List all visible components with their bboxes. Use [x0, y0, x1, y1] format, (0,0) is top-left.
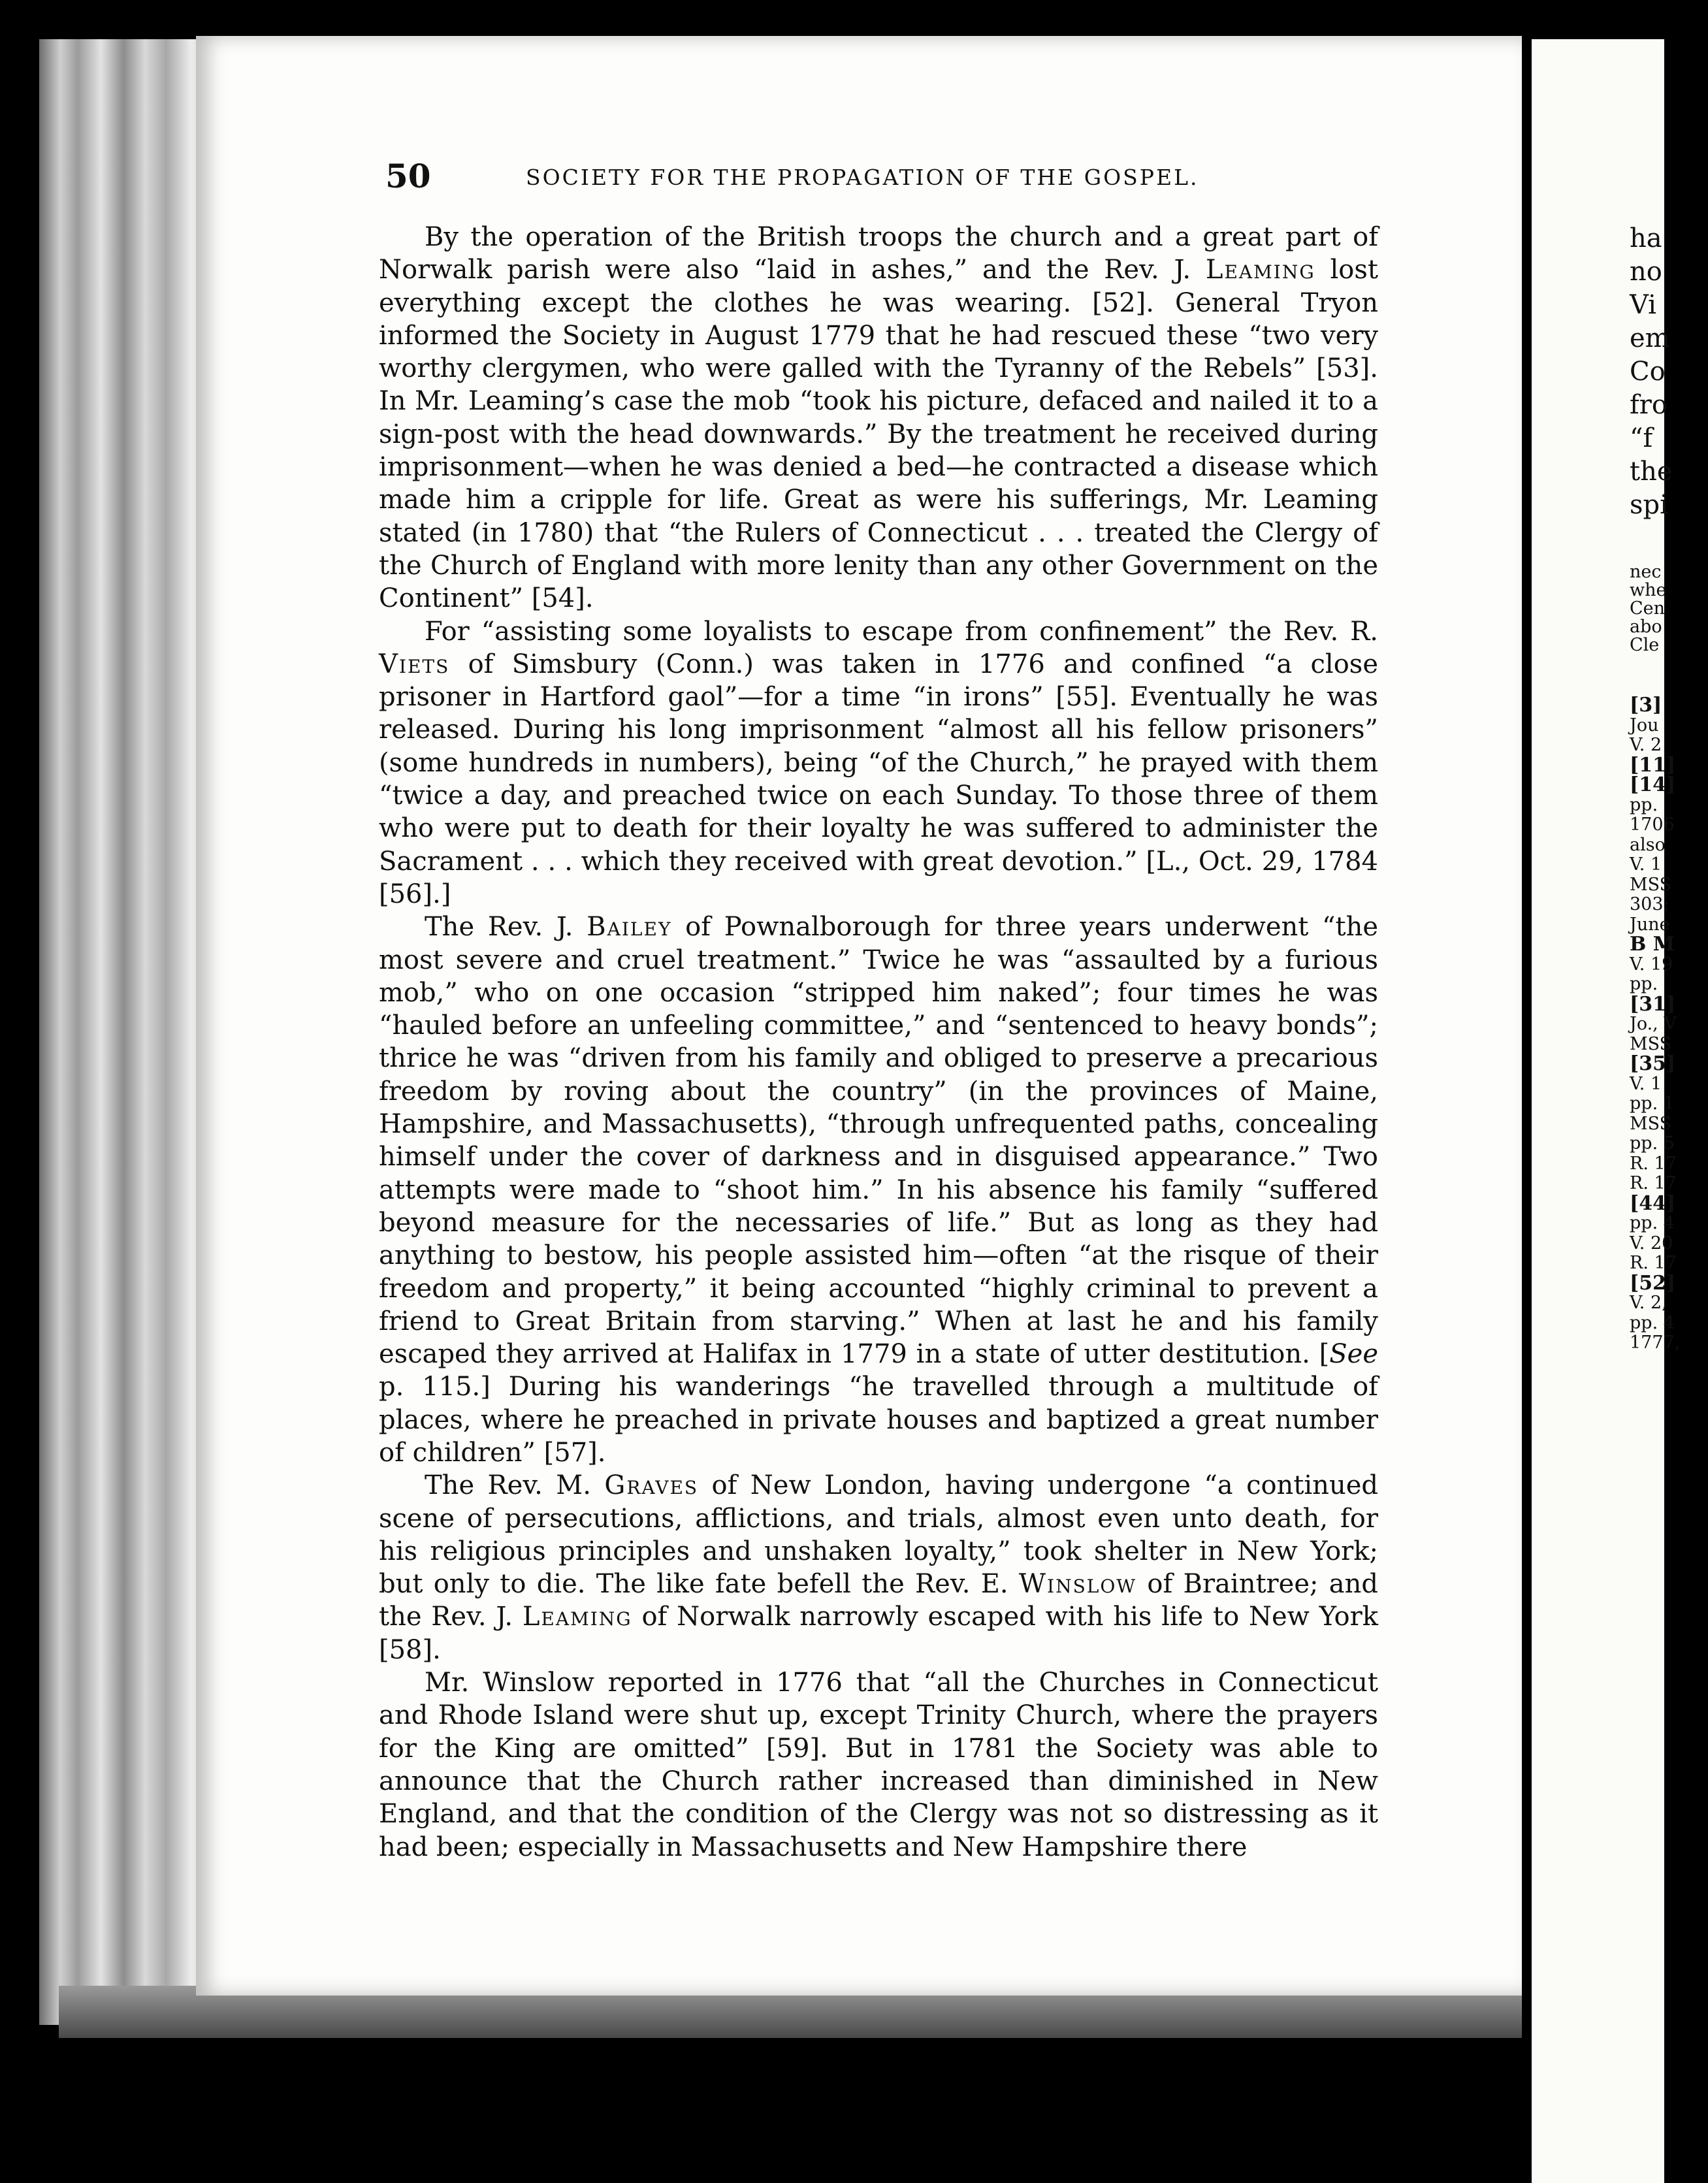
facing-page-fragment: [11]: [1630, 753, 1676, 777]
facing-page-fragment: R. 17: [1630, 1253, 1677, 1273]
small-caps-name: Leaming: [522, 1602, 632, 1632]
facing-page-fragment: the: [1630, 457, 1673, 487]
paragraph: [379, 615, 1378, 911]
text-run: of New London, having undergone “a continued scene of persecutions, afflictions, and trials, almost even unto death, for his religious principles and unshaken loyalty,” took shelter in New York; but only to die. The like fate befell the Rev. E.: [379, 1470, 1378, 1600]
facing-page-fragment: whe: [1630, 580, 1667, 600]
facing-page-fragment: also: [1630, 834, 1666, 855]
facing-page-references: [1630, 696, 1708, 1353]
facing-page-fragment: fro: [1630, 390, 1668, 420]
italic-text: See: [1329, 1339, 1378, 1370]
small-caps-name: Graves: [604, 1470, 699, 1501]
facing-page-fragment: pp. 4: [1630, 1312, 1675, 1333]
facing-page-fragment: [14]: [1630, 773, 1676, 796]
text-run: The Rev. M.: [425, 1470, 605, 1501]
facing-page-fragment: pp.: [1630, 974, 1658, 994]
page-number: 50: [385, 157, 431, 195]
paragraph: [379, 911, 1378, 1469]
facing-page-fragment: V. 1: [1630, 854, 1662, 875]
facing-page-fragment: [52]: [1630, 1271, 1676, 1295]
facing-page-fragment: Cen: [1630, 598, 1666, 619]
small-caps-name: Bailey: [587, 912, 672, 943]
facing-page-fragment: pp. 5: [1630, 1133, 1675, 1154]
facing-page-fragment: V. 2,: [1630, 1293, 1668, 1313]
paragraph: [379, 221, 1378, 615]
facing-page-fragment: Jou: [1630, 715, 1659, 736]
facing-page-fragment: Vi: [1630, 290, 1656, 320]
text-run: By the operation of the British troops the church and a great part of Norwalk parish were also “laid in ashes,” and the Rev. J.: [379, 222, 1378, 285]
facing-page-fragment: nec: [1630, 562, 1662, 582]
facing-page-fragment: 1777,: [1630, 1333, 1681, 1353]
facing-page-fragment: Co: [1630, 357, 1666, 387]
facing-page-fragment: spi: [1630, 490, 1668, 520]
facing-page-fragment: V. 20: [1630, 1233, 1673, 1253]
facing-page-fragment: 1706: [1630, 815, 1675, 835]
text-run: of Braintree; and the Rev. J.: [379, 1569, 1378, 1632]
facing-page-fragment: MSS: [1630, 1033, 1672, 1054]
facing-page-fragment: [3]: [1630, 694, 1662, 717]
facing-page-fragment: ha: [1630, 223, 1662, 253]
facing-page-fragment: V. 19: [1630, 954, 1673, 975]
facing-page-fragment: no: [1630, 257, 1662, 287]
paragraph: [379, 1666, 1378, 1864]
facing-page-fragment: R. 17: [1630, 1153, 1677, 1174]
facing-page-fragment: MSS: [1630, 1113, 1672, 1134]
facing-page-fragment: “f: [1630, 423, 1653, 453]
running-title: SOCIETY FOR THE PROPAGATION OF THE GOSPEL.: [526, 165, 1199, 190]
facing-page-fragment: MSS: [1630, 874, 1672, 895]
text-run: lost everything except the clothes he was wearing. [52]. General Tryon informed the Society in August 1779 that he had rescued these “two very worthy clergymen, who were galled with the Tyranny of the Rebels” [53]. In Mr. Leaming’s case the mob “took his picture, defaced and nailed it to a sign-post with the head downwards.” By the treatment he received during imprisonment—when he was denied a bed—he contracted a disease which made him a cripple for life. Great as were his sufferings, Mr. Leaming stated (in 1780) that “the Rulers of Connecticut . . . treated the Clergy of the Church of England with more lenity than any other Government on the Continent” [54].: [379, 255, 1378, 614]
text-run: of Pownalborough for three years underwent “the most severe and cruel treatment.” Twice he was “assaulted by a furious mob,” who on one occasion “stripped him naked”; four times he was “hauled before an unfeeling committee,” and “sentenced to heavy bonds”; thrice he was “driven from his family and obliged to preserve a precarious freedom by roving about the country” (in the provinces of Maine, Hampshire, and Massachusetts), “through unfrequented paths, concealing himself under the cover of darkness and in disguised appearance.” Two attempts were made to “shoot him.” In his absence his family “suffered beyond measure for the necessaries of life.” But as long as they had anything to bestow, his people assisted him—often “at the risque of their freedom and property,” it being accounted “highly criminal to prevent a friend to Great Britain from starving.” When at last he and his family escaped they arrived at Halifax in 1779 in a state of utter destitution. [: [379, 912, 1378, 1370]
small-caps-name: Winslow: [1018, 1569, 1137, 1600]
facing-page-fragment: June: [1630, 914, 1670, 935]
text-run: Mr. Winslow reported in 1776 that “all the Churches in Connecticut and Rhode Island were shut up, except Trinity Church, where the prayers for the King are omitted” [59]. But in 1781 the Society was able to announce that the Church rather increased than diminished in New England, and that the condition of the Clergy was not so distressing as it had been; especially in Massachusetts and New Hampshire there: [379, 1668, 1378, 1862]
small-caps-name: Viets: [379, 649, 450, 679]
facing-page-fragment: em: [1630, 323, 1670, 353]
facing-page-fragment: abo: [1630, 617, 1662, 637]
facing-page-fragment: [44]: [1630, 1191, 1676, 1215]
body-text: [379, 221, 1378, 1864]
facing-page-fragment: pp. 4: [1630, 1213, 1675, 1233]
facing-page-fragment: B M: [1630, 933, 1675, 956]
facing-page-fragment: [35]: [1630, 1052, 1676, 1075]
facing-page-fragment: Cle: [1630, 635, 1660, 655]
facing-page-fragment: 303;: [1630, 894, 1669, 914]
text-run: of Norwalk narrowly escaped with his life to New York [58].: [379, 1602, 1378, 1665]
facing-page-fragment: [31]: [1630, 992, 1676, 1016]
paragraph: [379, 1469, 1378, 1666]
running-head: [385, 157, 1248, 202]
facing-page-fragment: Jo., V: [1630, 1014, 1677, 1034]
facing-page-notes: [1630, 563, 1708, 655]
facing-page-fragment: pp.: [1630, 794, 1658, 815]
small-caps-name: Leaming: [1205, 255, 1315, 285]
facing-page-fragment: V. 1: [1630, 1073, 1662, 1094]
text-run: The Rev. J.: [425, 912, 587, 943]
facing-page-fragment: V. 2: [1630, 735, 1662, 755]
facing-page-text: [1630, 222, 1708, 522]
text-run: p. 115.] During his wanderings “he travelled through a multitude of places, where he preached in private houses and baptized a great number of children” [57].: [379, 1372, 1378, 1468]
text-run: of Simsbury (Conn.) was taken in 1776 and confined “a close prisoner in Hartford gaol”—for a time “in irons” [55]. Eventually he was released. During his long imprisonment “almost all his fellow prisoners” (some hundreds in numbers), being “of the Church,” he prayed with them “twice a day, and preached twice on each Sunday. To those three of them who were put to death for their loyalty he was suffered to administer the Sacrament . . . which they received with great devotion.” [L., Oct. 29, 1784 [56].]: [379, 649, 1378, 909]
text-run: For “assisting some loyalists to escape from confinement” the Rev. R.: [425, 616, 1378, 647]
facing-page-fragment: pp. 1: [1630, 1093, 1675, 1114]
facing-page-fragment: R. 17: [1630, 1173, 1677, 1193]
book-edge: [39, 39, 216, 2025]
